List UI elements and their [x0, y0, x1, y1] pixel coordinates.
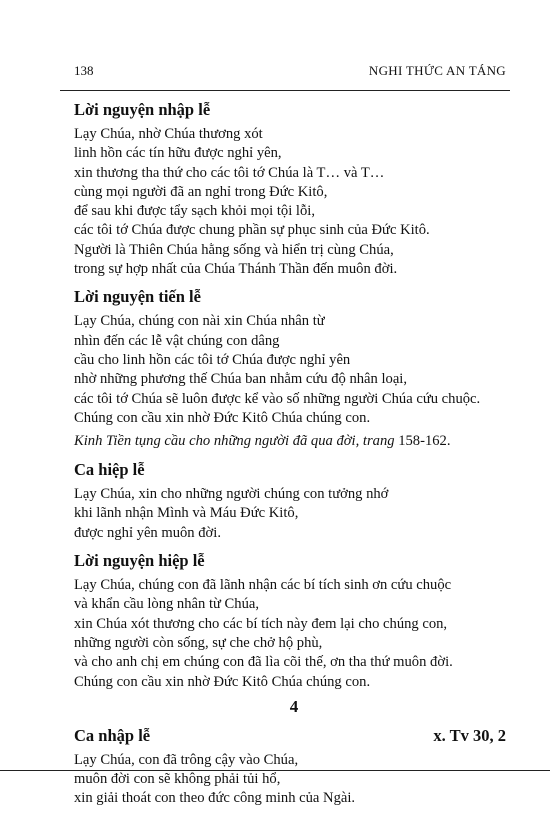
text-line: những người còn sống, sự che chở hộ phù, [74, 634, 323, 651]
text-line: xin thương tha thứ cho các tôi tớ Chúa là T… và T… [74, 164, 385, 181]
text-line: Chúng con cầu xin nhờ Đức Kitô Chúa chúng con. [74, 673, 371, 690]
text-line: Người là Thiên Chúa hằng sống và hiển trị cùng Chúa, [74, 241, 394, 258]
section-entrance-antiphon [74, 726, 514, 809]
section-post-communion-prayer [74, 551, 514, 692]
footer-rule [0, 770, 550, 771]
section-heading: Lời nguyện hiệp lễ [74, 551, 205, 571]
text-line: để sau khi được tẩy sạch khỏi mọi tội lỗi, [74, 203, 315, 220]
section-heading: Ca nhập lễ [74, 725, 151, 745]
section-opening-prayer [74, 100, 514, 279]
text-line: các tôi tớ Chúa sẽ luôn được kể vào số những người Chúa cứu chuộc. [74, 390, 481, 407]
text-line: Lạy Chúa, nhờ Chúa thương xót [74, 126, 263, 142]
text-line: nhìn đến các lễ vật chúng con dâng [74, 332, 280, 349]
formulary-number: 4 [289, 696, 299, 716]
rubric-pages: 158-162. [398, 433, 451, 450]
section-heading: Lời nguyện tiến lễ [74, 287, 201, 307]
text-line: Lạy Chúa, xin cho những người chúng con tưởng nhớ [74, 486, 389, 503]
prayer-text [74, 576, 514, 692]
prayer-text [74, 751, 514, 809]
prayer-text [74, 312, 514, 428]
prayer-text [74, 125, 514, 279]
rubric-text: Kinh Tiền tụng cầu cho những người đã qua đời, trang [74, 433, 395, 450]
text-line: khi lãnh nhận Mình và Máu Đức Kitô, [74, 505, 299, 522]
section-offertory-prayer [74, 287, 514, 451]
page-number: 138 [74, 63, 94, 78]
text-line: cùng mọi người đã an nghỉ trong Đức Kitô, [74, 183, 328, 200]
header-rule [60, 90, 510, 91]
text-line: xin giải thoát con theo đức công minh của Ngài. [74, 790, 356, 807]
text-line: xin Chúa xót thương cho các bí tích này đem lại cho chúng con, [74, 615, 448, 632]
text-line: được nghỉ yên muôn đời. [74, 524, 221, 541]
text-line: linh hồn các tín hữu được nghỉ yên, [74, 145, 282, 162]
text-line: Lạy Chúa, chúng con đã lãnh nhận các bí tích sinh ơn cứu chuộc [74, 577, 452, 594]
prayer-text [74, 485, 514, 543]
text-line: cầu cho linh hồn các tôi tớ Chúa được nghỉ yên [74, 351, 351, 368]
running-title: NGHI THỨC AN TÁNG [368, 63, 506, 78]
page-content [74, 100, 514, 817]
text-line: các tôi tớ Chúa được chung phần sự phục sinh của Đức Kitô. [74, 222, 430, 239]
section-communion-antiphon [74, 460, 514, 543]
text-line: và cho anh chị em chúng con đã lìa cõi thế, ơn tha thứ muôn đời. [74, 654, 453, 671]
section-heading: Ca hiệp lễ [74, 460, 145, 480]
heading-row [74, 726, 514, 748]
section-heading: Lời nguyện nhập lễ [74, 100, 211, 119]
text-line: Chúng con cầu xin nhờ Đức Kitô Chúa chúng con. [74, 409, 371, 426]
text-line: và khẩn cầu lòng nhân từ Chúa, [74, 596, 260, 613]
text-line: trong sự hợp nhất của Chúa Thánh Thần đến muôn đời. [74, 261, 398, 278]
page-header [74, 63, 506, 81]
text-line: nhờ những phương thế Chúa ban nhằm cứu độ nhân loại, [74, 371, 408, 388]
text-line: Lạy Chúa, chúng con nài xin Chúa nhân từ [74, 313, 325, 330]
text-line: muôn đời con sẽ không phải tủi hổ, [74, 771, 281, 788]
text-line: Lạy Chúa, con đã trông cậy vào Chúa, [74, 751, 299, 768]
scripture-reference: x. Tv 30, 2 [433, 725, 506, 745]
rubric-note [74, 432, 514, 451]
